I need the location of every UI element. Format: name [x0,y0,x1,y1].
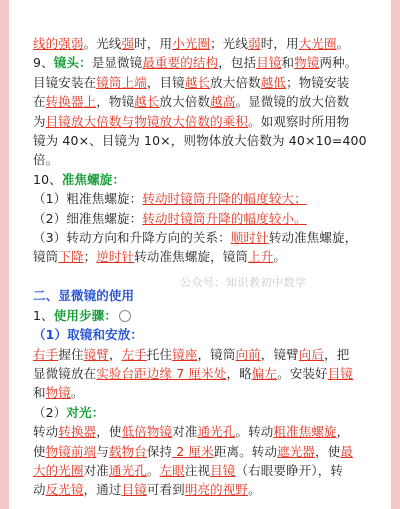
key-term: 上升 [248,249,274,265]
text-run: （2） [33,404,67,420]
text-line [33,383,367,402]
text-run: 转动 [33,424,59,440]
key-term: 反光镜 [45,482,84,498]
text-run: 转动准焦螺旋，镜筒 [134,249,249,265]
text-run: ，使 [315,443,341,459]
key-term: 镜臂 [83,346,109,362]
text-run: 为 [33,113,46,129]
text-run: ； [83,249,97,265]
text-run: 9、 [33,55,54,71]
text-run: 放大倍数 [159,94,211,110]
text-run: ，把 [324,346,350,362]
section-heading: （1）取镜和安放： [33,327,144,343]
key-term: 镜筒上端 [96,74,147,90]
key-term: 转换器 [58,424,97,440]
text-run: 握住 [58,346,84,362]
key-term: 物镜 [45,385,71,401]
text-line [33,247,367,266]
text-line [33,345,367,364]
key-term: 目镜 [256,55,282,71]
text-line [33,209,367,228]
key-term: 实验台距边缘 7 厘米处 [96,365,227,381]
text-run: ；物镜安装 [286,74,350,90]
text-run: （1）粗准焦螺旋： [33,191,143,207]
key-term: 转换器上 [45,94,97,110]
text-run: ，使 [96,424,122,440]
section-heading: 使用步骤： [53,307,118,323]
text-run: ， [108,346,122,362]
cursor-icon [119,310,131,322]
text-run: 。 [273,249,287,265]
text-run: 是显微镜 [91,55,143,71]
text-run: 。安装好 [277,365,328,381]
text-run: 。 [248,482,261,498]
text-run: 注视 [184,462,211,478]
key-term: 通光孔 [108,462,147,478]
text-run: 镜筒 [33,249,59,265]
text-run: 。 [70,385,84,401]
key-term: 最 [340,443,354,459]
text-run: （3）转动方向和升降方向的关系： [33,230,231,246]
text-run: 和 [281,55,295,71]
text-run: 镜为 40×、目镜为 10×，则物体放大倍数为 40×10=400 [33,133,367,149]
text-run: 两种。 [319,55,358,71]
key-term: 最重要的结构 [142,55,219,71]
section-heading: 对光： [66,404,105,420]
key-term: 越高 [210,94,236,110]
text-run: 时，用 [134,36,173,51]
text-run: ，略 [226,365,252,381]
text-run: 目镜安装在 [33,74,97,90]
text-run: 显微镜放在 [33,365,97,381]
watermark: 公众号：知识教初中数学 [180,276,307,289]
text-run: ，物镜 [96,94,135,110]
text-line [33,306,367,325]
text-run: 在 [33,94,46,110]
key-term: 左手 [121,346,147,362]
text-line [33,73,367,92]
key-term: 目镜放大倍数与物镜放大倍数的乘积 [45,113,249,129]
section-heading: 二、显微镜的使用 [33,288,135,304]
key-term: 越长 [184,74,211,90]
key-term: 镜座 [172,346,198,362]
text-line [33,150,367,169]
key-term: 线的强弱 [33,36,84,51]
key-term: 向后 [298,346,325,362]
text-run: 转动准焦螺旋， [268,230,358,246]
text-run: 。转动 [235,424,274,440]
key-term: 小光圈 [172,36,211,51]
key-term: 弱 [248,36,261,51]
text-line [33,170,367,189]
text-run: 保持 [146,443,173,459]
key-term: 粗准焦螺旋 [273,424,337,440]
text-run: ，包括 [218,55,257,71]
key-term: 顺时针 [230,230,269,246]
text-line [33,422,367,441]
text-run: ，镜筒 [197,346,236,362]
key-term: 右手 [33,346,59,362]
text-run: 动 [33,482,46,498]
text-run: 时，用 [260,36,299,51]
text-line [33,461,367,480]
text-line [33,480,367,499]
text-line [33,403,367,422]
key-term: 逆时针 [96,249,135,265]
section-heading: 镜头： [53,55,92,71]
text-run: ，通过 [83,482,122,498]
key-term: 大光圈 [298,36,337,51]
text-run: 和 [33,385,46,401]
text-line [33,131,367,150]
key-term: 低倍物镜 [121,424,173,440]
key-term: 2 厘米 [172,443,214,459]
text-line [33,325,367,344]
text-run: 对准 [83,462,109,478]
text-run: 与 [96,443,109,459]
text-run: 。 [146,462,160,478]
text-run: 。如观察时所用物 [248,113,350,129]
text-run: ， [336,424,350,440]
key-term: 目镜 [210,462,236,478]
key-term: 大的光圈 [33,462,84,478]
text-run: （右眼要睁开），转 [235,462,344,478]
key-term: 遮光器 [277,443,316,459]
text-line [33,34,367,53]
key-term: 向前 [235,346,261,362]
text-run: 倍。 [33,152,59,168]
key-term: 越低 [260,74,287,90]
key-term: 物镜 [294,55,320,71]
text-line [33,228,367,247]
key-term: 载物台 [108,443,147,459]
key-term: 下降 [58,249,84,265]
text-run: ，镜臂 [260,346,299,362]
text-line [33,53,367,72]
text-run: 。 [336,36,350,51]
key-term: 左眼 [159,462,185,478]
text-run: 放大倍数 [210,74,261,90]
text-run: 对准 [172,424,198,440]
text-run: 1、 [33,307,54,323]
text-line [33,112,367,131]
key-term: 明亮的视野 [184,482,249,498]
key-term: 转动时镜筒升降的幅度较大； [142,191,307,207]
text-run: 距离。转动 [213,443,278,459]
key-term: 目镜 [327,365,354,381]
text-run: 。光线 [83,36,122,51]
text-run: ，目镜 [146,74,185,90]
section-heading: 准焦螺旋： [61,171,126,187]
text-line [33,442,367,461]
document-body [33,34,367,500]
key-term: 越长 [134,94,160,110]
key-term: 目镜 [121,482,147,498]
text-run: 使 [33,443,46,459]
key-term: 强 [121,36,135,51]
key-term: 通光孔 [197,424,236,440]
text-run: 。显微镜的放大倍数 [235,94,350,110]
text-run: 托住 [146,346,173,362]
text-run: ；光线 [210,36,249,51]
text-line [33,92,367,111]
text-line [33,189,367,208]
key-term: 转动时镜筒升降的幅度较小。 [142,210,307,226]
text-run: （2）细准焦螺旋： [33,210,143,226]
text-run: 10、 [33,171,62,187]
key-term: 偏左 [251,365,278,381]
key-term: 物镜前端 [45,443,97,459]
text-run: 可看到 [146,482,185,498]
text-line [33,364,367,383]
